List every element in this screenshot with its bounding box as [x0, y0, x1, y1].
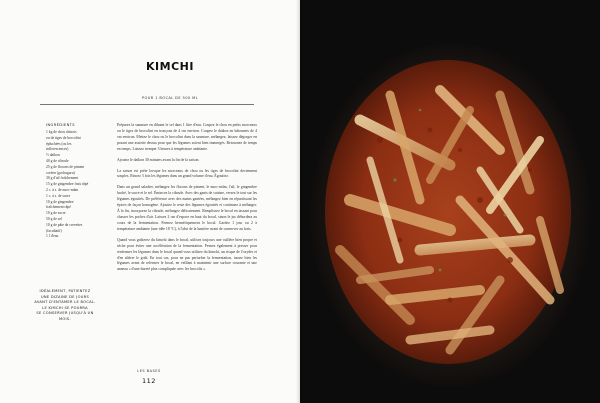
storage-note-line: IDÉALEMENT, PATIENTEZ: [39, 289, 91, 293]
ingredient-item: coréen (gochugaru): [46, 170, 75, 175]
ingredient-item: 2 c. à s. de nuoc-mâm: [46, 187, 79, 192]
ingredient-item: 40 g de ciboule: [46, 158, 69, 163]
ingredient-item: 1 c. à s. de sucre: [46, 193, 71, 198]
ingredient-item: 1 l d'eau: [46, 234, 59, 239]
method-paragraph: Ajoutez le daïkon 30 minutes avant la fin de la saison.: [117, 157, 200, 162]
ingredient-item: 25 g de flocons de piment: [46, 164, 85, 169]
ingredient-item: 10 g de pâte de crevettes: [46, 222, 83, 227]
page-number: 112: [142, 377, 156, 385]
ingredient-item: fraîchement râpé: [46, 205, 71, 210]
ingredient-item: 1 kg de chou chinois: [46, 130, 77, 134]
method-paragraph: Dans un grand saladier, mélangez les flocons de piment, le nuoc-mâm, l'ail, le gingembre haché, le sucre et le sel. Émincez la ciboule. Avec des gants de cuisine, versez le tout sur les légumes égouttés. De préférence avec des mains gantées, mélangez bien en répartissant les épices de façon homogène. Ajoutez le reste des légumes égouttés et continuez à mélanger. À la fin, incorporez la ciboule, mélangez délicatement. Remplissez le bocal en tassant pour chasser les poches d'air. Laissez 2 cm d'espace en haut du bocal, sinon le jus débordera au cours de la fermentation. Fermez hermétiquement le bocal. Gardez 1 jour ou 2 à température ambiante (une idée 18 °C), à l'abri de la lumière avant de conserver au frais.: [117, 185, 257, 231]
ingredient-item: 15 g de gingembre frais râpé: [46, 182, 89, 187]
method-paragraph: La saison est prête lorsque les morceaux de chou ou les tiges de brocolini deviennent souples. Rincez 3 fois les légumes dans un grand volume d'eau. Égouttez.: [117, 168, 257, 179]
ingredient-item: ou de tiges de brocolini: [46, 135, 81, 140]
method-paragraph: Préparez la saumure en diluant le sel dans 1 litre d'eau. Coupez le chou en petits morceaux ou le tiges de brocolini en tronçons de 4 cm environ. Coupez le daïkon en bâtonnets de 4 cm environ. Mettez le chou ou le brocolini dans la saumure, mélangez, laissez dégorger en posant une assiette dessus pour que les légumes soient bien immergés. Retournez de temps en temps. Laissez tremper 3 heures à température ambiante.: [117, 123, 257, 151]
storage-note: [30, 289, 100, 323]
storage-note-line: SE CONSERVER JUSQU'À UN MOIS.: [36, 311, 94, 321]
recipe-yield: POUR 1 BOCAL DE 500 ML: [141, 96, 199, 100]
right-page: [300, 0, 600, 403]
storage-note-line: AVANT D'ENTAMER LE BOCAL.: [34, 300, 96, 305]
storage-note-line: UNE DIZAINE DE JOURS: [40, 294, 90, 299]
ingredients-list: [46, 130, 104, 240]
ingredient-item: ½ daïkon: [46, 153, 60, 158]
title-divider: [40, 104, 254, 105]
ingredients-heading: INGRÉDIENTS: [46, 123, 75, 127]
running-head: LES BASES: [137, 369, 161, 373]
sauce: [325, 60, 571, 364]
ingredient-item: 50 g de sel: [46, 216, 62, 221]
ingredient-item: 30 g d'ail fraîchement: [46, 176, 79, 181]
gutter-shadow: [296, 0, 302, 403]
recipe-title: KIMCHI: [146, 60, 194, 73]
method-paragraph: Quand vous goûterez du kimchi dans le bocal, utilisez toujours une cuillère bien propre et sèche pour éviter une accélération de la fermentation. Pensez également à presser pour renfermer les légumes dans le bocal quand vous utilisez du kimchi, un risque de l'oxyder et d'en altérer le goût. En tout cas, pour ne pas perturber la fermentation, tassez bien les légumes avant de refermer le bocal, en veillant à maintenir une surface courante et une anneau « d'une dureté plus compliquée avec les brocolis ».: [117, 237, 257, 272]
method-text: [117, 123, 257, 278]
ingredient-item: 10 g de gingembre: [46, 199, 74, 204]
storage-note-line: LE KIMCHI SE POURRA: [42, 305, 88, 310]
ingredient-item: épluchées (ou les: [46, 141, 72, 146]
ingredient-item: (facultatif): [46, 228, 62, 233]
ingredient-item: inflorescences): [46, 147, 69, 152]
ingredient-item: 10 g de sucre: [46, 211, 66, 216]
kimchi-photo: [300, 0, 600, 403]
